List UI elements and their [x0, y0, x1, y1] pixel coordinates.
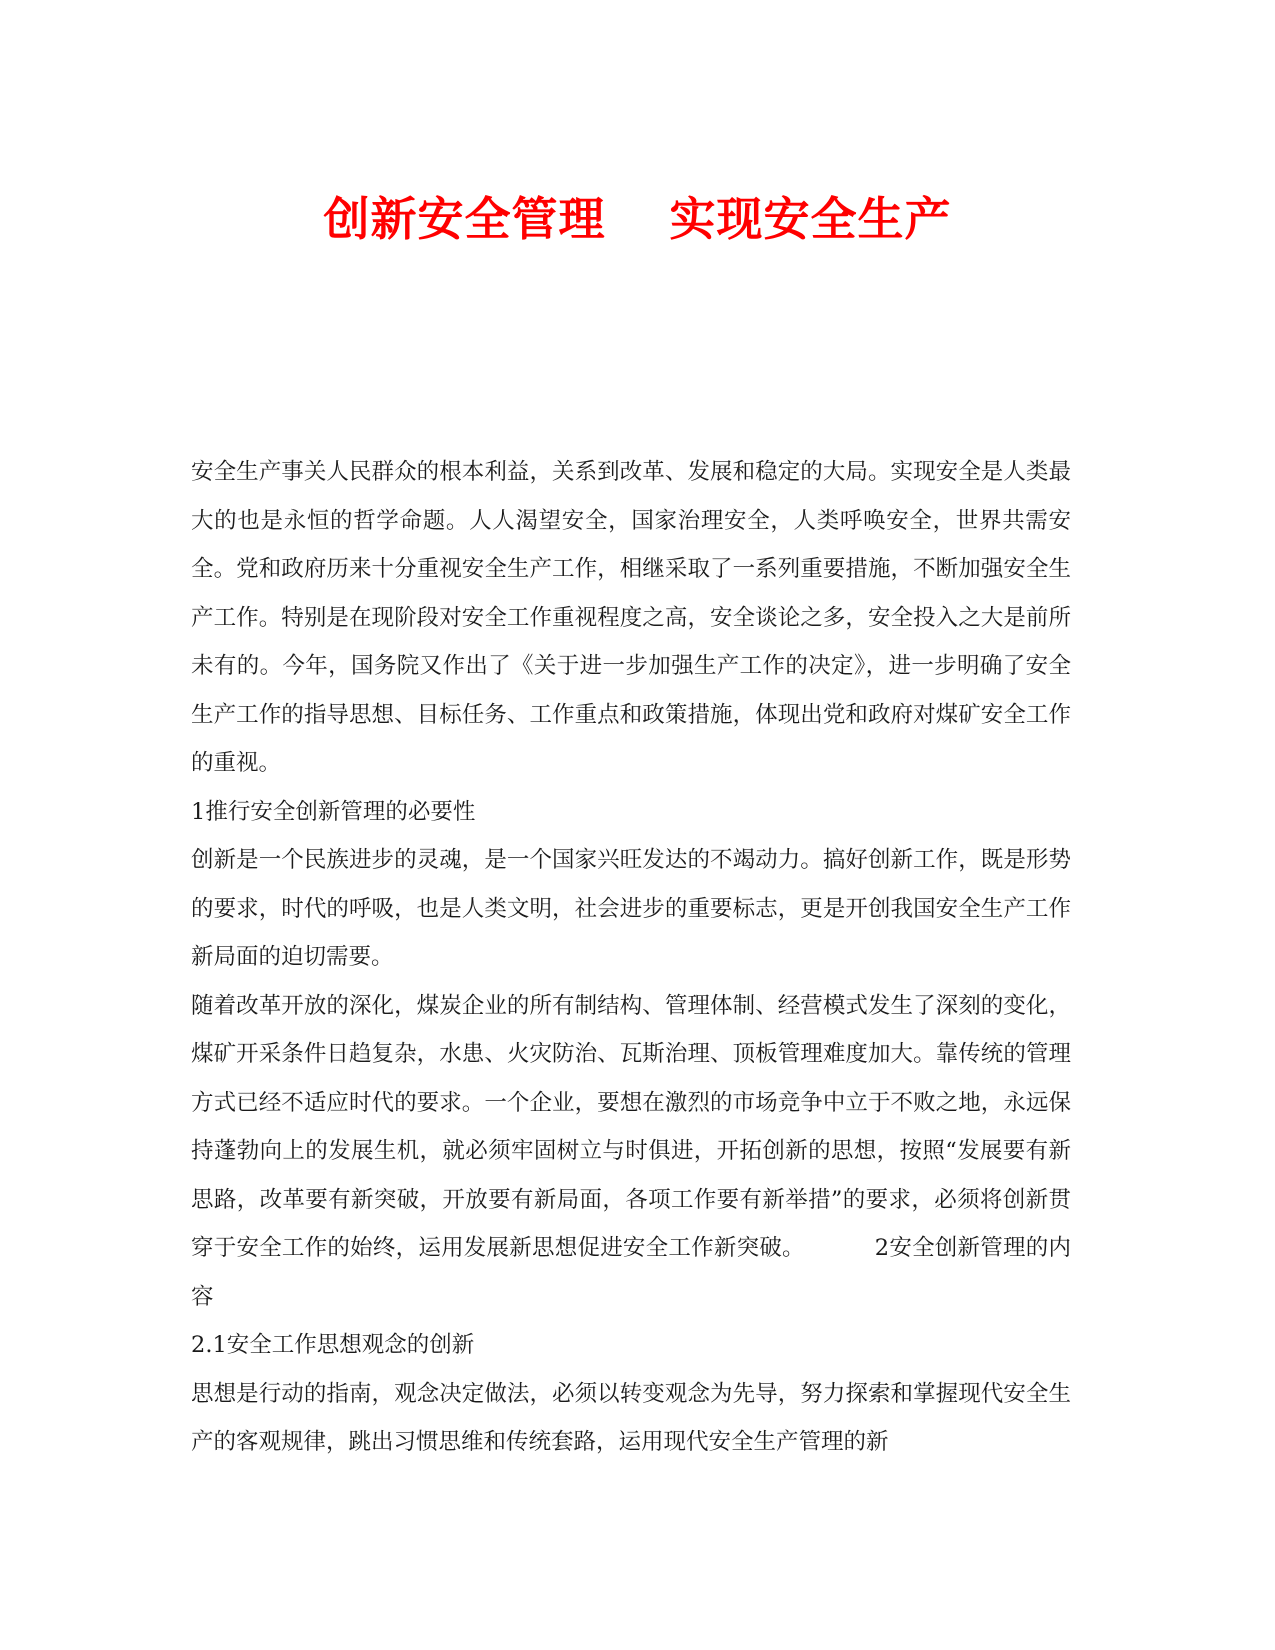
paragraph-thought: 思想是行动的指南，观念决定做法，必须以转变观念为先导，努力探索和掌握现代安全生产的客观规律，跳出习惯思维和传统套路，运用现代安全生产管理的新 [191, 1380, 1071, 1455]
section-heading-1: 1推行安全创新管理的必要性 [191, 798, 476, 825]
section-heading-2: 2安全创新管理的内容 [191, 1235, 1071, 1310]
section-heading-2-1: 2.1安全工作思想观念的创新 [191, 1332, 475, 1358]
document-body [191, 448, 1071, 1467]
paragraph-innovation: 创新是一个民族进步的灵魂，是一个国家兴旺发达的不竭动力。搞好创新工作，既是形势的要求，时代的呼吸，也是人类文明，社会进步的重要标志，更是开创我国安全生产工作新局面的迫切需要。 [191, 847, 1071, 970]
paragraph-intro: 安全生产事关人民群众的根本利益，关系到改革、发展和稳定的大局。实现安全是人类最大的也是永恒的哲学命题。人人渴望安全，国家治理安全，人类呼唤安全，世界共需安全。党和政府历来十分重视安全生产工作，相继采取了一系列重要措施，不断加强安全生产工作。特别是在现阶段对安全工作重视程度之高，安全谈论之多，安全投入之大是前所未有的。今年，国务院又作出了《关于进一步加强生产工作的决定》，进一步明确了安全生产工作的指导思想、目标任务、工作重点和政策措施，体现出党和政府对煤矿安全工作的重视。 [191, 459, 1071, 776]
document-title: 创新安全管理 实现安全生产 [323, 191, 952, 246]
paragraph-reform [191, 982, 1071, 1322]
paragraph-reform-text: 随着改革开放的深化，煤炭企业的所有制结构、管理体制、经营模式发生了深刻的变化，煤矿开采条件日趋复杂，水患、火灾防治、瓦斯治理、顶板管理难度加大。靠传统的管理方式已经不适应时代的要求。一个企业，要想在激烈的市场竞争中立于不败之地，永远保持蓬勃向上的发展生机，就必须牢固树立与时俱进，开拓创新的思想，按照“发展要有新思路，改革要有新突破，开放要有新局面，各项工作要有新举措”的要求，必须将创新贯穿于安全工作的始终，运用发展新思想促进安全工作新突破。 [191, 992, 1071, 1261]
